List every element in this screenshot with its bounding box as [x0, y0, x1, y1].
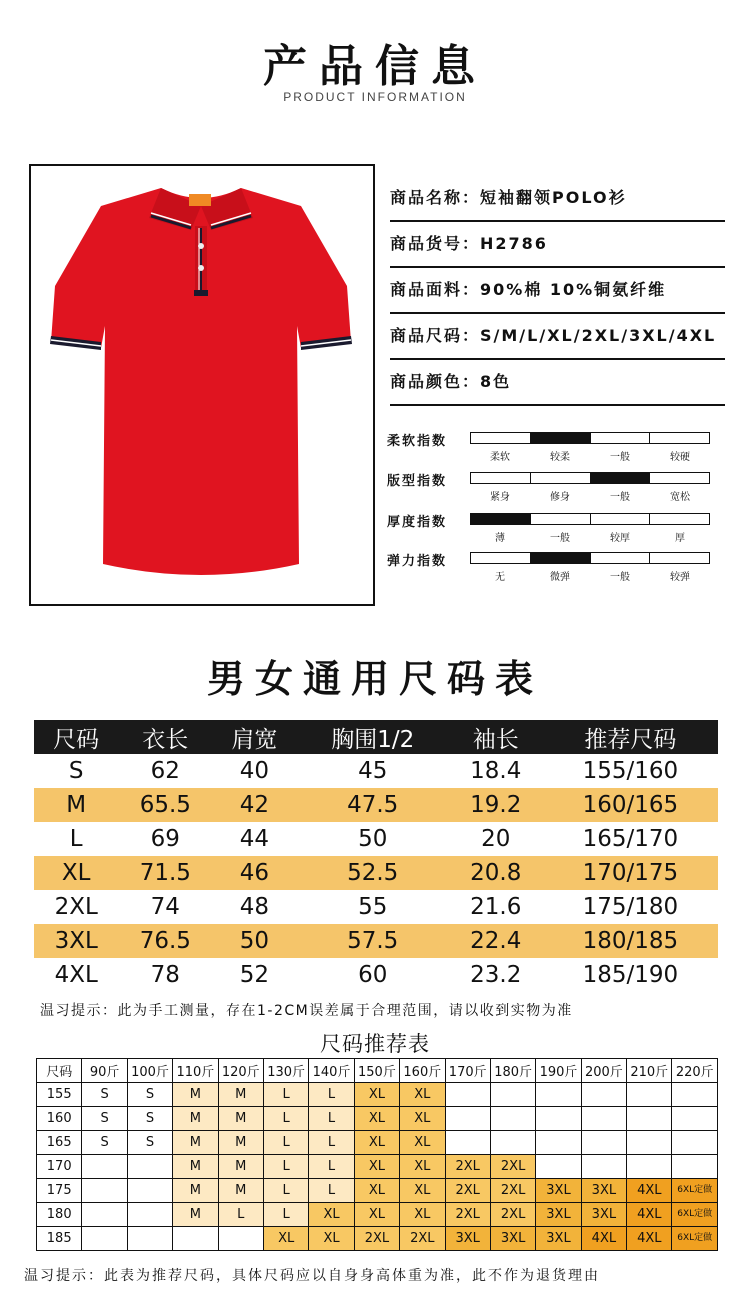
recommend-height-cell: 165 — [37, 1131, 82, 1155]
meter-tick: 宽松 — [670, 492, 690, 503]
size-row — [34, 890, 718, 924]
recommend-height-cell: 180 — [37, 1203, 82, 1227]
recommend-cell — [445, 1131, 490, 1155]
meter-tick: 一般 — [610, 452, 630, 463]
recommend-header-cell: 210斤 — [627, 1059, 672, 1083]
meter-segment — [471, 433, 531, 443]
size-cell: 165/170 — [582, 826, 679, 852]
size-cell: 76.5 — [118, 924, 212, 958]
size-row — [34, 754, 718, 788]
meter-segment — [650, 473, 709, 483]
size-row — [34, 856, 718, 890]
size-cell: 44 — [239, 826, 270, 852]
recommend-cell: M — [218, 1131, 263, 1155]
recommend-cell — [672, 1107, 718, 1131]
recommend-cell — [536, 1155, 581, 1179]
meter-tick: 较柔 — [550, 452, 570, 463]
meter-bar — [470, 472, 710, 484]
recommend-header-row — [37, 1059, 718, 1083]
recommend-row — [37, 1203, 718, 1227]
size-row — [34, 924, 718, 958]
recommend-height-cell: 175 — [37, 1179, 82, 1203]
meter-bar — [470, 513, 710, 525]
recommend-cell: XL — [400, 1179, 445, 1203]
recommend-cell: 2XL — [445, 1203, 490, 1227]
recommend-cell: S — [82, 1083, 127, 1107]
size-cell: 23.2 — [470, 962, 522, 988]
size-cell: XL — [34, 856, 118, 890]
recommend-cell: XL — [309, 1227, 354, 1251]
recommend-cell: M — [173, 1083, 218, 1107]
recommend-cell: 3XL — [581, 1179, 626, 1203]
size-cell: 185/190 — [582, 962, 679, 988]
size-table — [34, 720, 718, 992]
recommend-cell: M — [173, 1179, 218, 1203]
product-photo — [29, 164, 375, 606]
meter-segment — [471, 553, 531, 563]
measure-note: 温习提示：此为手工测量，存在1-2CM误差属于合理范围，请以收到实物为准 — [40, 1003, 573, 1019]
meter-segment — [591, 553, 651, 563]
recommend-cell — [127, 1203, 172, 1227]
size-cell: 155/160 — [582, 758, 679, 784]
recommend-cell — [127, 1155, 172, 1179]
recommend-cell: 2XL — [490, 1179, 535, 1203]
recommend-cell — [581, 1083, 626, 1107]
size-cell: 175/180 — [582, 894, 679, 920]
size-cell: 55 — [358, 894, 388, 920]
recommend-header-cell: 90斤 — [82, 1059, 127, 1083]
recommend-cell: L — [218, 1203, 263, 1227]
size-cell: 19.2 — [449, 788, 543, 822]
meter-tick: 较硬 — [670, 452, 690, 463]
recommend-cell: XL — [354, 1155, 399, 1179]
meter-segment — [531, 553, 591, 563]
recommend-cell — [490, 1131, 535, 1155]
meter-tick: 修身 — [550, 492, 570, 503]
page-subtitle: PRODUCT INFORMATION — [283, 90, 467, 104]
recommend-cell: M — [173, 1155, 218, 1179]
meter-tick: 无 — [495, 572, 505, 583]
recommend-cell — [82, 1203, 127, 1227]
info-fabric: 商品面料：90%棉 10%铜氨纤维 — [390, 268, 725, 314]
info-colors: 商品颜色：8色 — [390, 360, 725, 406]
size-cell: 45 — [358, 758, 388, 784]
recommend-header-cell: 150斤 — [354, 1059, 399, 1083]
meter-label: 弹力指数 — [387, 554, 448, 569]
size-cell: 65.5 — [118, 788, 212, 822]
recommend-cell — [672, 1155, 718, 1179]
recommend-cell: 4XL — [627, 1227, 672, 1251]
recommend-cell: 3XL — [581, 1203, 626, 1227]
recommend-cell: 3XL — [536, 1203, 581, 1227]
recommend-cell — [536, 1107, 581, 1131]
page-title: 产品信息 — [263, 41, 487, 92]
recommend-cell — [218, 1227, 263, 1251]
recommend-cell: XL — [354, 1083, 399, 1107]
size-cell: 180/185 — [543, 924, 718, 958]
meter-segment — [531, 514, 591, 524]
meter-segment — [531, 433, 591, 443]
recommend-cell: XL — [354, 1131, 399, 1155]
recommend-cell: 3XL — [445, 1227, 490, 1251]
recommend-cell: S — [127, 1107, 172, 1131]
recommend-cell: XL — [354, 1107, 399, 1131]
recommend-cell: XL — [263, 1227, 308, 1251]
recommend-cell — [627, 1131, 672, 1155]
size-cell: 170/175 — [543, 856, 718, 890]
recommend-cell: S — [82, 1131, 127, 1155]
recommend-header-cell: 120斤 — [218, 1059, 263, 1083]
size-cell: 52 — [239, 962, 270, 988]
size-table-header — [34, 720, 718, 754]
recommend-cell: L — [263, 1179, 308, 1203]
meter-tick: 一般 — [610, 492, 630, 503]
recommend-cell: 4XL — [627, 1179, 672, 1203]
recommend-cell: 3XL — [490, 1227, 535, 1251]
recommend-cell: 2XL — [400, 1227, 445, 1251]
recommend-row — [37, 1155, 718, 1179]
size-cell: 18.4 — [470, 758, 522, 784]
size-cell: 48 — [239, 894, 270, 920]
recommend-cell: 6XL定做 — [672, 1227, 718, 1251]
recommend-cell — [82, 1227, 127, 1251]
recommend-cell — [672, 1083, 718, 1107]
meter-segment — [591, 473, 651, 483]
meter-segment — [591, 433, 651, 443]
size-cell: 46 — [212, 856, 296, 890]
size-cell: 71.5 — [118, 856, 212, 890]
recommend-cell: XL — [400, 1155, 445, 1179]
recommend-row — [37, 1107, 718, 1131]
recommend-cell: L — [263, 1083, 308, 1107]
size-header-cell: 肩宽 — [212, 720, 296, 754]
recommend-cell — [627, 1083, 672, 1107]
size-cell: 62 — [150, 758, 180, 784]
recommend-cell — [581, 1155, 626, 1179]
meter-label: 厚度指数 — [387, 515, 448, 530]
recommend-cell: S — [82, 1107, 127, 1131]
size-cell: 57.5 — [297, 924, 449, 958]
recommend-cell: 4XL — [581, 1227, 626, 1251]
size-cell: 20 — [481, 826, 511, 852]
recommend-cell — [581, 1131, 626, 1155]
recommend-cell: XL — [309, 1203, 354, 1227]
meter-tick: 薄 — [495, 533, 505, 544]
meter-segment — [650, 514, 709, 524]
size-cell: S — [68, 758, 84, 784]
meter-tick: 较厚 — [610, 533, 630, 544]
recommend-table — [36, 1058, 718, 1251]
recommend-cell: L — [263, 1107, 308, 1131]
recommend-cell — [445, 1083, 490, 1107]
recommend-title: 尺码推荐表 — [320, 1032, 430, 1056]
recommend-height-cell: 170 — [37, 1155, 82, 1179]
meter-label: 柔软指数 — [387, 434, 448, 449]
recommend-cell: M — [173, 1107, 218, 1131]
meter-segment — [650, 553, 709, 563]
recommend-cell: L — [263, 1131, 308, 1155]
meter-tick: 厚 — [675, 533, 685, 544]
meter-tick: 较弹 — [670, 572, 690, 583]
meter-tick: 一般 — [550, 533, 570, 544]
meter-tick: 紧身 — [490, 492, 510, 503]
recommend-cell: 6XL定做 — [672, 1203, 718, 1227]
size-cell: 2XL — [54, 894, 98, 920]
recommend-cell: L — [309, 1155, 354, 1179]
recommend-cell: 4XL — [627, 1203, 672, 1227]
meter-segment — [591, 514, 651, 524]
recommend-cell: 2XL — [490, 1155, 535, 1179]
recommend-header-cell: 190斤 — [536, 1059, 581, 1083]
size-cell: 20.8 — [449, 856, 543, 890]
info-sku: 商品货号：H2786 — [390, 222, 725, 268]
recommend-cell: M — [218, 1179, 263, 1203]
recommend-cell: L — [263, 1155, 308, 1179]
recommend-cell: 3XL — [536, 1179, 581, 1203]
recommend-cell: M — [218, 1107, 263, 1131]
recommend-cell — [82, 1155, 127, 1179]
size-row — [34, 788, 718, 822]
size-cell: 52.5 — [297, 856, 449, 890]
recommend-cell: M — [173, 1131, 218, 1155]
meter-segment — [471, 514, 531, 524]
recommend-cell: 2XL — [490, 1203, 535, 1227]
recommend-header-cell: 130斤 — [263, 1059, 308, 1083]
size-cell: 47.5 — [297, 788, 449, 822]
recommend-cell — [536, 1083, 581, 1107]
size-cell: M — [34, 788, 118, 822]
recommend-cell: 3XL — [536, 1227, 581, 1251]
size-cell: 21.6 — [470, 894, 522, 920]
recommend-cell: 6XL定做 — [672, 1179, 718, 1203]
recommend-height-cell: 155 — [37, 1083, 82, 1107]
size-header-cell: 胸围1/2 — [297, 720, 449, 754]
size-row — [34, 958, 718, 992]
size-cell: 22.4 — [449, 924, 543, 958]
recommend-cell — [490, 1107, 535, 1131]
recommend-header-cell: 200斤 — [581, 1059, 626, 1083]
recommend-note: 温习提示：此表为推荐尺码，具体尺码应以自身身高体重为准，此不作为退货理由 — [24, 1268, 600, 1284]
recommend-row — [37, 1179, 718, 1203]
recommend-cell: XL — [400, 1083, 445, 1107]
size-header-cell: 衣长 — [118, 720, 212, 754]
recommend-header-cell: 140斤 — [309, 1059, 354, 1083]
recommend-header-cell: 180斤 — [490, 1059, 535, 1083]
recommend-row — [37, 1083, 718, 1107]
recommend-cell: XL — [400, 1107, 445, 1131]
recommend-cell — [127, 1227, 172, 1251]
meter-tick: 微弹 — [550, 572, 570, 583]
size-cell: 160/165 — [543, 788, 718, 822]
recommend-cell — [82, 1179, 127, 1203]
recommend-cell — [672, 1131, 718, 1155]
size-cell: 50 — [358, 826, 388, 852]
recommend-cell: S — [127, 1131, 172, 1155]
recommend-cell: L — [309, 1083, 354, 1107]
polo-shirt-image — [31, 166, 373, 604]
recommend-cell — [173, 1227, 218, 1251]
recommend-cell: L — [263, 1203, 308, 1227]
recommend-cell: M — [218, 1083, 263, 1107]
size-row — [34, 822, 718, 856]
recommend-cell: L — [309, 1179, 354, 1203]
recommend-header-cell: 110斤 — [173, 1059, 218, 1083]
recommend-cell: S — [127, 1083, 172, 1107]
meter-bar — [470, 552, 710, 564]
recommend-cell: 2XL — [445, 1179, 490, 1203]
recommend-cell — [490, 1083, 535, 1107]
recommend-cell — [536, 1131, 581, 1155]
size-header-cell: 尺码 — [34, 720, 118, 754]
recommend-height-cell: 160 — [37, 1107, 82, 1131]
recommend-cell — [445, 1107, 490, 1131]
size-cell: 69 — [150, 826, 180, 852]
recommend-height-cell: 185 — [37, 1227, 82, 1251]
size-cell: 74 — [150, 894, 180, 920]
meter-segment — [471, 473, 531, 483]
recommend-header-cell: 170斤 — [445, 1059, 490, 1083]
info-name: 商品名称：短袖翻领POLO衫 — [390, 176, 725, 222]
meter-tick: 一般 — [610, 572, 630, 583]
size-cell: 78 — [150, 962, 180, 988]
recommend-cell — [627, 1107, 672, 1131]
recommend-cell — [127, 1179, 172, 1203]
meter-tick: 柔软 — [490, 452, 510, 463]
recommend-cell: M — [218, 1155, 263, 1179]
size-cell: 42 — [212, 788, 296, 822]
meter-segment — [650, 433, 709, 443]
size-cell: 50 — [212, 924, 296, 958]
size-cell: 60 — [358, 962, 388, 988]
recommend-row — [37, 1227, 718, 1251]
recommend-header-cell: 160斤 — [400, 1059, 445, 1083]
recommend-cell: XL — [354, 1203, 399, 1227]
meter-label: 版型指数 — [387, 474, 448, 489]
meter-segment — [531, 473, 591, 483]
recommend-cell: 2XL — [354, 1227, 399, 1251]
size-cell: L — [69, 826, 83, 852]
recommend-header-cell: 尺码 — [37, 1059, 82, 1083]
recommend-cell: XL — [354, 1179, 399, 1203]
recommend-cell: XL — [400, 1203, 445, 1227]
recommend-cell: L — [309, 1107, 354, 1131]
size-header-cell: 推荐尺码 — [543, 720, 718, 754]
recommend-cell — [627, 1155, 672, 1179]
recommend-row — [37, 1131, 718, 1155]
size-header-cell: 袖长 — [449, 720, 543, 754]
recommend-header-cell: 100斤 — [127, 1059, 172, 1083]
size-cell: 3XL — [34, 924, 118, 958]
recommend-cell: XL — [400, 1131, 445, 1155]
recommend-cell: L — [309, 1131, 354, 1155]
size-cell: 4XL — [54, 962, 98, 988]
recommend-cell — [581, 1107, 626, 1131]
recommend-cell: 2XL — [445, 1155, 490, 1179]
meter-bar — [470, 432, 710, 444]
size-cell: 40 — [239, 758, 270, 784]
size-chart-title: 男女通用尺码表 — [206, 657, 543, 701]
recommend-header-cell: 220斤 — [672, 1059, 718, 1083]
recommend-cell: M — [173, 1203, 218, 1227]
info-sizes: 商品尺码：S/M/L/XL/2XL/3XL/4XL — [390, 314, 725, 360]
